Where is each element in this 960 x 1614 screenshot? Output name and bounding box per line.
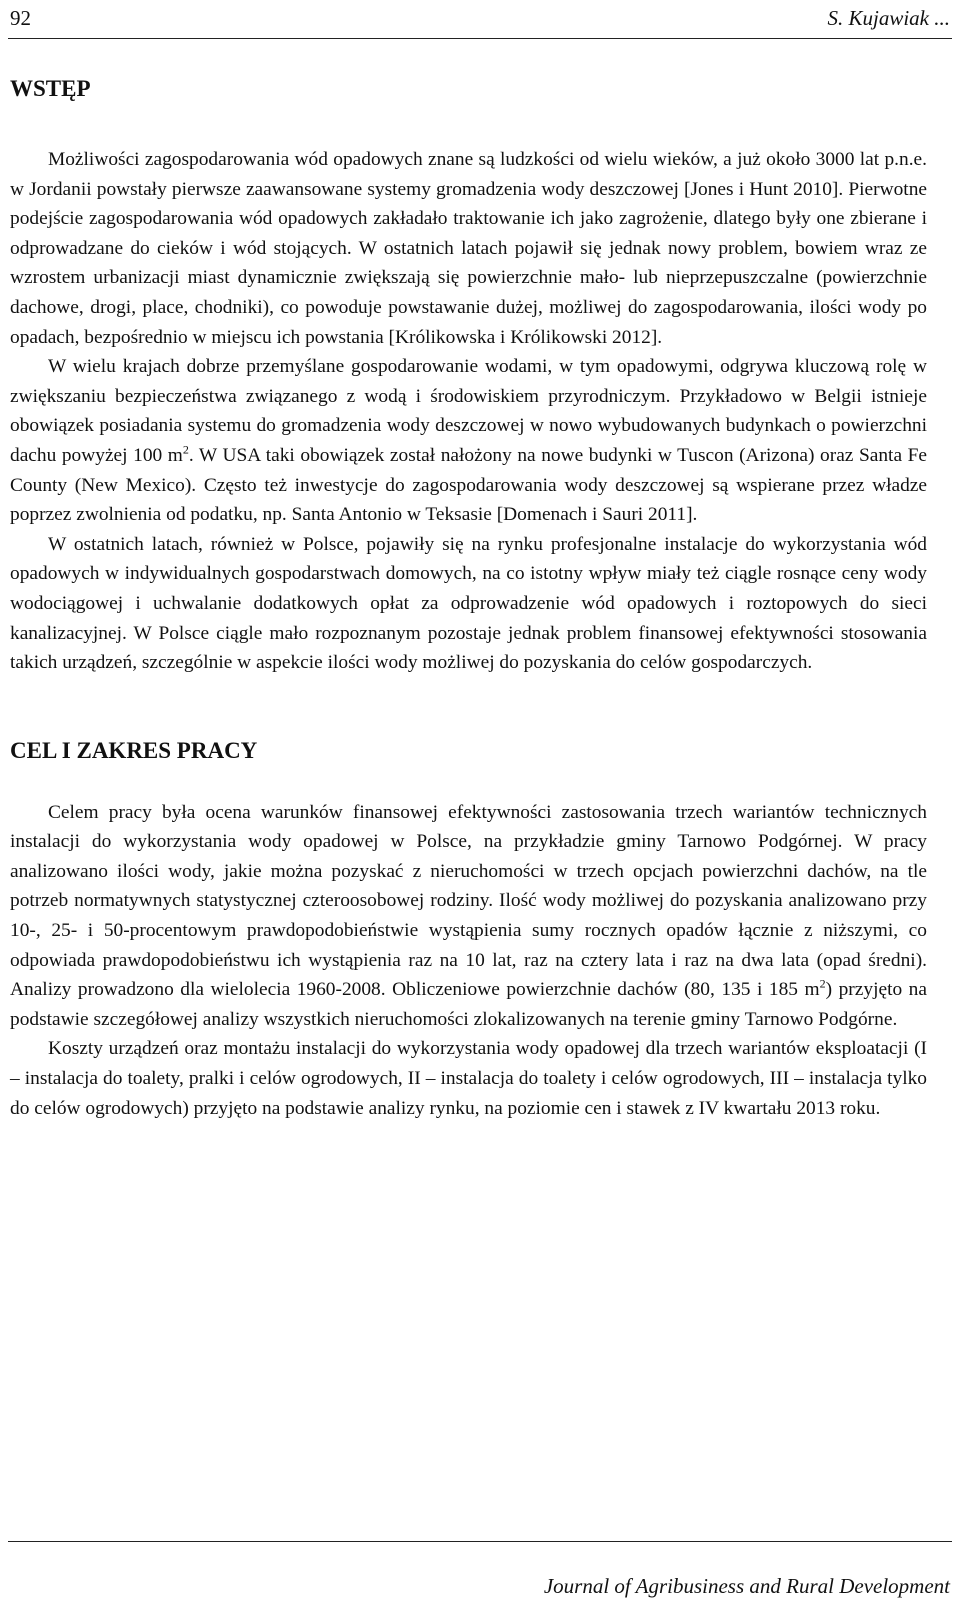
running-head: S. Kujawiak ... bbox=[827, 6, 950, 30]
paragraph: Celem pracy była ocena warunków finansowej efektywności zastosowania trzech wariantów technicznych instalacji do wykorzystania wody opadowej w Polsce, na przykładzie gminy Tarnowo Podgórnej. W pracy analizowano ilości wody, jakie można pozyskać z nieruchomości w trzech opcjach powierzchni dachów, na tle potrzeb normatywnych statystycznej czteroosobowej rodziny. Ilość wody możliwej do pozyskania analizowano przy 10-, 25- i 50-procentowym prawdopodobieństwie wystąpienia sumy rocznych opadów łącznie z niższymi, co odpowiada prawdopodobieństwu ich wystąpienia raz na 10 lat, raz na cztery lata i raz na dwa lata (opad średni). Analizy prowadzono dla wielolecia 1960-2008. Obliczeniowe powierzchnie dachów (80, 135 i 185 $m^2$) przyjęto na podstawie szczegółowej analizy wszystkich nieruchomości zlokalizowanych na terenie gminy Tarnowo Podgórne. bbox=[10, 801, 927, 1030]
page-footer bbox=[8, 1541, 952, 1598]
section-heading-introduction: WSTĘP bbox=[10, 76, 91, 101]
paragraph: Koszty urządzeń oraz montażu instalacji do wykorzystania wody opadowej dla trzech wariantów eksploatacji (I – instalacja do toalety, pralki i celów ogrodowych, II – instalacja do toalety i celów ogrodowych, III – instalacja tylko do celów ogrodowych) przyjęto na podstawie analizy rynku, na poziomie cen i stawek z IV kwartału 2013 roku. bbox=[10, 1038, 927, 1119]
page-number: 92 bbox=[10, 6, 31, 30]
section-heading-aims: CEL I ZAKRES PRACY bbox=[10, 737, 258, 763]
journal-name: Journal of Agribusiness and Rural Development bbox=[543, 1574, 950, 1598]
superscript: 2 bbox=[182, 442, 189, 457]
page-header bbox=[8, 6, 952, 39]
paragraph: W wielu krajach dobrze przemyślane gospodarowanie wodami, w tym opadowymi, odgrywa kluczową rolę w zwiększaniu bezpieczeństwa związanego z wodą i środowiskiem przyrodniczym. Przykładowo w Belgii istnieje obowiązek posiadania systemu do gromadzenia wody deszczowej w nowo wybudowanych budynkach o powierzchni dachu powyżej 100 $m^2$. W USA taki obowiązek został nałożony na nowe budynki w Tuscon (Arizona) oraz Santa Fe County (New Mexico). Często też inwestycje do zagospodarowania wody deszczowej są wspierane przez władze poprzez zwolnienia od podatku, np. Santa Antonio w Teksasie [Domenach i Sauri 2011]. bbox=[10, 356, 928, 526]
paragraph: W ostatnich latach, również w Polsce, pojawiły się na rynku profesjonalne instalacje do wykorzystania wód opadowych w indywidualnych gospodarstwach domowych, na co istotny wpływ miały też ciągle rosnące ceny wody wodociągowej i uchwalanie dodatkowych opłat za odprowadzenie wód opadowych i roztopowych do sieci kanalizacyjnej. W Polsce ciągle mało rozpoznanym pozostaje jednak problem finansowej efektywności stosowania takich urządzeń, szczególnie w aspekcie ilości wody możliwej do pozyskania do celów gospodarczych. bbox=[10, 533, 927, 674]
paragraph: Możliwości zagospodarowania wód opadowych znane są ludzkości od wielu wieków, a już około 3000 lat p.n.e. w Jordanii powstały pierwsze zaawansowane systemy gromadzenia wody deszczowej [Jones i Hunt 2010]. Pierwotne podejście zagospodarowania wód opadowych zakładało traktowanie ich jako zagrożenie, dlatego były one zbierane i odprowadzane do cieków i wód stojących. W ostatnich latach pojawił się jednak nowy problem, bowiem wraz ze wzrostem urbanizacji miast dynamicznie zwiększają się powierzchnie mało- lub nieprzepuszczalne (powierzchnie dachowe, drogi, place, chodniki), co powoduje powstawanie dużej, możliwej do zagospodarowania, ilości wody po opadach, bezpośrednio w miejscu ich powstania [Królikowska i Królikowski 2012]. bbox=[10, 149, 927, 348]
article-body bbox=[10, 74, 927, 1123]
superscript: 2 bbox=[819, 976, 826, 991]
